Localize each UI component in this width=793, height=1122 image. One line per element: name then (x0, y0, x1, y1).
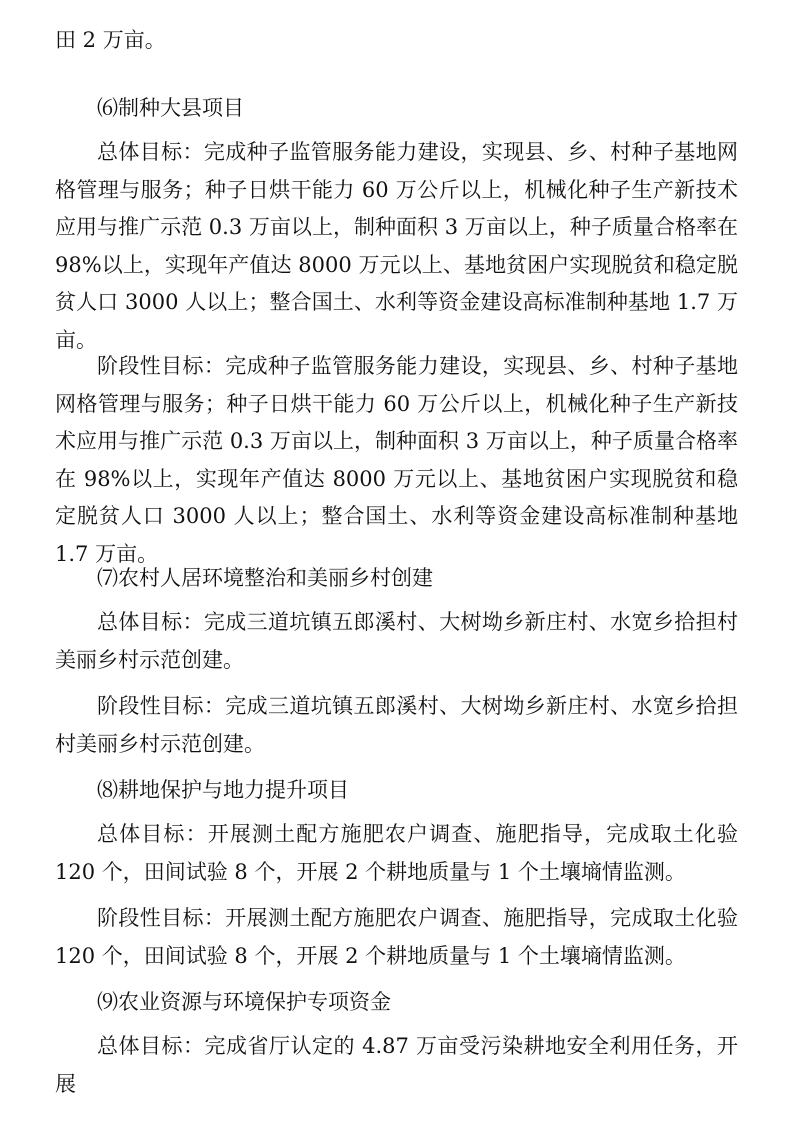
paragraph-farmland-overall-goal: 总体目标：开展测土配方施肥农户调查、施肥指导，完成取土化验 120 个，田间试验 8 个，开展 2 个耕地质量与 1 个土壤墒情监测。 (55, 822, 738, 884)
paragraph-agri-overall-goal: 总体目标：完成省厅认定的 4.87 万亩受污染耕地安全利用任务，开展 (55, 1034, 738, 1096)
paragraph-farmland-stage-goal: 阶段性目标：开展测土配方施肥农户调查、施肥指导，完成取土化验 120 个，田间试验 8 个，开展 2 个耕地质量与 1 个土壤墒情监测。 (55, 906, 738, 968)
heading-rural-environment: ⑺农村人居环境整治和美丽乡村创建 (97, 566, 433, 590)
paragraph-rural-stage-goal: 阶段性目标：完成三道坑镇五郎溪村、大树坳乡新庄村、水宽乡拾担村美丽乡村示范创建。 (55, 694, 738, 756)
paragraph-continuation: 田 2 万亩。 (55, 28, 166, 52)
paragraph-seed-overall-goal: 总体目标：完成种子监管服务能力建设，实现县、乡、村种子基地网格管理与服务；种子日烘干能力 60 万公斤以上，机械化种子生产新技术应用与推广示范 0.3 万亩以上，制种面积 3 万亩以上，种子质量合格率在 98%以上，实现年产值达 8000 万元以上、基地贫困户实现脱贫和稳定脱贫人口 3000 人以上；整合国土、水利等资金建设高标准制种基地 1.7 万亩。 (55, 140, 738, 352)
heading-seed-county-project: ⑹制种大县项目 (97, 96, 244, 120)
paragraph-rural-overall-goal: 总体目标：完成三道坑镇五郎溪村、大树坳乡新庄村、水宽乡拾担村美丽乡村示范创建。 (55, 610, 738, 672)
paragraph-seed-stage-goal: 阶段性目标：完成种子监管服务能力建设，实现县、乡、村种子基地网格管理与服务；种子日烘干能力 60 万公斤以上，机械化种子生产新技术应用与推广示范 0.3 万亩以上，制种面积 3 万亩以上，种子质量合格率在 98%以上，实现年产值达 8000 万元以上、基地贫困户实现脱贫和稳定脱贫人口 3000 人以上；整合国土、水利等资金建设高标准制种基地 1.7 万亩。 (55, 354, 738, 566)
heading-agri-resources-fund: ⑼农业资源与环境保护专项资金 (97, 990, 391, 1014)
heading-farmland-protection: ⑻耕地保护与地力提升项目 (97, 778, 349, 802)
